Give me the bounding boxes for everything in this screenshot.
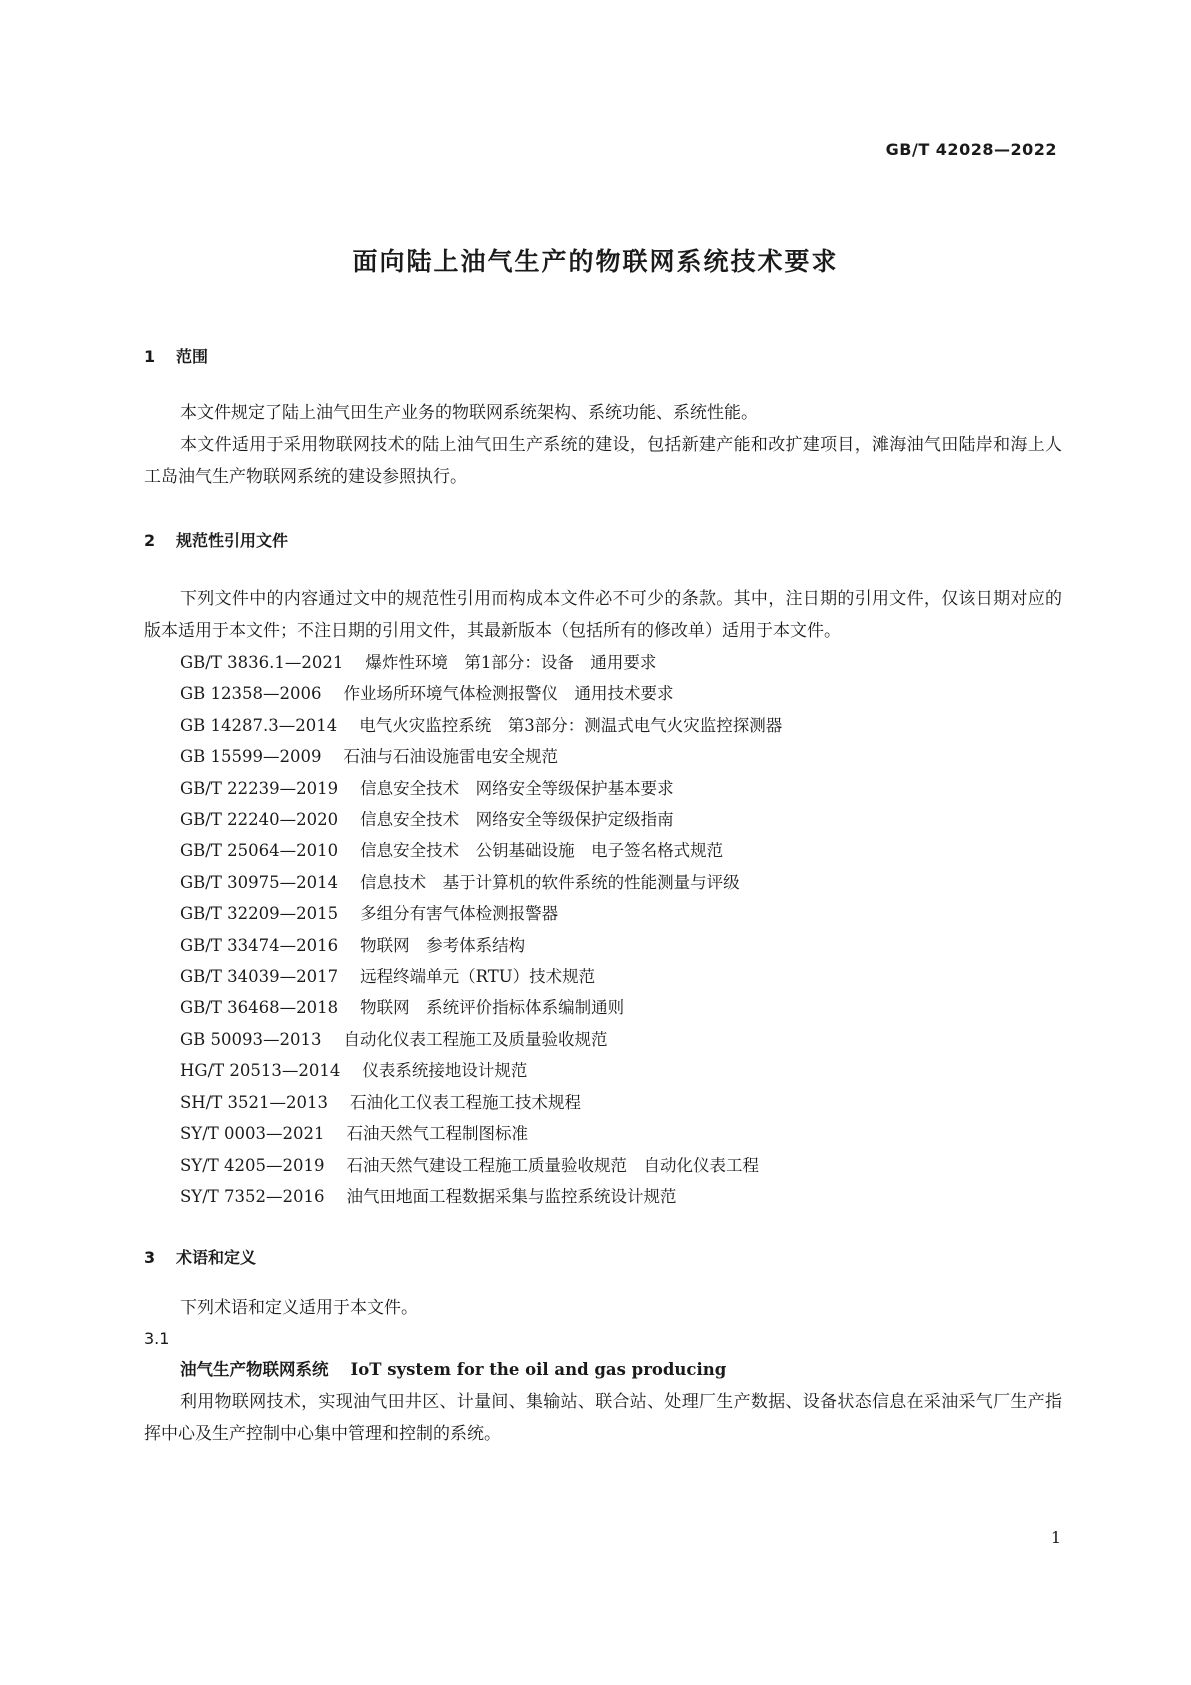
reference-item bbox=[144, 1181, 1062, 1212]
scope-paragraph-2: 本文件适用于采用物联网技术的陆上油气田生产系统的建设，包括新建产能和改扩建项目，滩海油气田陆岸和海上人工岛油气生产物联网系统的建设参照执行。 bbox=[144, 435, 1062, 487]
reference-item bbox=[144, 1150, 1062, 1181]
reference-title: 信息安全技术 网络安全等级保护基本要求 bbox=[360, 778, 674, 798]
reference-code: GB/T 34039—2017 bbox=[180, 967, 339, 987]
term-definition: 利用物联网技术，实现油气田井区、计量间、集输站、联合站、处理厂生产数据、设备状态信息在采油采气厂生产指挥中心及生产控制中心集中管理和控制的系统。 bbox=[144, 1392, 1062, 1445]
section-title: 范围 bbox=[176, 347, 209, 366]
standard-number: GB/T 42028—2022 bbox=[885, 140, 1057, 159]
reference-title: 信息技术 基于计算机的软件系统的性能测量与评级 bbox=[360, 872, 740, 892]
reference-code: GB 15599—2009 bbox=[180, 747, 322, 767]
reference-item bbox=[144, 992, 1062, 1023]
reference-item bbox=[144, 741, 1062, 772]
term-english: IoT system for the oil and gas producing bbox=[350, 1360, 727, 1380]
reference-item bbox=[144, 1055, 1062, 1086]
section-number: 2 bbox=[144, 531, 156, 550]
reference-code: GB/T 30975—2014 bbox=[180, 872, 339, 892]
clause-number: 3.1 bbox=[144, 1329, 170, 1349]
reference-title: 仪表系统接地设计规范 bbox=[362, 1061, 528, 1081]
reference-title: 物联网 参考体系结构 bbox=[360, 935, 526, 955]
reference-code: SY/T 0003—2021 bbox=[180, 1124, 325, 1144]
reference-title: 信息安全技术 网络安全等级保护定级指南 bbox=[360, 810, 674, 830]
reference-code: GB/T 22240—2020 bbox=[180, 810, 339, 830]
section-2-heading bbox=[144, 529, 1062, 553]
section-title: 规范性引用文件 bbox=[176, 531, 289, 550]
reference-item bbox=[144, 835, 1062, 866]
reference-item bbox=[144, 804, 1062, 835]
reference-title: 石油天然气工程制图标准 bbox=[346, 1124, 528, 1144]
page-number: 1 bbox=[1050, 1528, 1061, 1547]
reference-code: GB/T 33474—2016 bbox=[180, 935, 339, 955]
reference-title: 石油与石油设施雷电安全规范 bbox=[343, 747, 559, 767]
reference-title: 物联网 系统评价指标体系编制通则 bbox=[360, 998, 625, 1018]
reference-item bbox=[144, 1024, 1062, 1055]
reference-item bbox=[144, 647, 1062, 678]
reference-title: 电气火灾监控系统 第3部分：测温式电气火灾监控探测器 bbox=[359, 715, 783, 735]
section-number: 1 bbox=[144, 347, 156, 366]
reference-code: GB/T 3836.1—2021 bbox=[180, 653, 344, 672]
reference-title: 石油化工仪表工程施工技术规程 bbox=[349, 1092, 581, 1112]
document-body bbox=[144, 345, 1062, 1450]
reference-code: GB/T 22239—2019 bbox=[180, 778, 339, 798]
references-intro: 下列文件中的内容通过文中的规范性引用而构成本文件必不可少的条款。其中，注日期的引用文件，仅该日期对应的版本适用于本文件；不注日期的引用文件，其最新版本（包括所有的修改单）适用于本文件。 bbox=[144, 589, 1062, 641]
reference-title: 自动化仪表工程施工及质量验收规范 bbox=[343, 1029, 608, 1049]
section-1-heading bbox=[144, 345, 1062, 369]
reference-item bbox=[144, 678, 1062, 709]
reference-code: GB 14287.3—2014 bbox=[180, 715, 338, 735]
reference-title: 信息安全技术 公钥基础设施 电子签名格式规范 bbox=[360, 841, 724, 861]
reference-title: 石油天然气建设工程施工质量验收规范 自动化仪表工程 bbox=[346, 1155, 759, 1175]
reference-code: GB/T 36468—2018 bbox=[180, 998, 339, 1018]
reference-item bbox=[144, 1118, 1062, 1149]
reference-list bbox=[144, 647, 1062, 1212]
reference-title: 爆炸性环境 第1部分：设备 通用要求 bbox=[365, 653, 657, 672]
section-title: 术语和定义 bbox=[176, 1248, 257, 1268]
term-chinese: 油气生产物联网系统 bbox=[180, 1360, 329, 1380]
reference-title: 油气田地面工程数据采集与监控系统设计规范 bbox=[346, 1186, 677, 1206]
reference-code: SH/T 3521—2013 bbox=[180, 1092, 328, 1112]
reference-item bbox=[144, 1087, 1062, 1118]
reference-title: 远程终端单元（RTU）技术规范 bbox=[360, 967, 596, 987]
reference-code: SY/T 7352—2016 bbox=[180, 1186, 325, 1206]
reference-item bbox=[144, 710, 1062, 741]
reference-code: GB 50093—2013 bbox=[180, 1029, 322, 1049]
reference-item bbox=[144, 930, 1062, 961]
section-3-heading bbox=[144, 1246, 1062, 1270]
reference-item bbox=[144, 961, 1062, 992]
reference-code: GB/T 25064—2010 bbox=[180, 841, 339, 861]
reference-title: 多组分有害气体检测报警器 bbox=[360, 904, 559, 924]
reference-code: SY/T 4205—2019 bbox=[180, 1155, 325, 1175]
term-entry bbox=[144, 1354, 1062, 1386]
reference-item bbox=[144, 867, 1062, 898]
reference-title: 作业场所环境气体检测报警仪 通用技术要求 bbox=[343, 684, 674, 704]
scope-paragraph-1: 本文件规定了陆上油气田生产业务的物联网系统架构、系统功能、系统性能。 bbox=[180, 403, 758, 423]
reference-code: GB/T 32209—2015 bbox=[180, 904, 339, 924]
terms-intro: 下列术语和定义适用于本文件。 bbox=[180, 1298, 418, 1319]
reference-item bbox=[144, 898, 1062, 929]
reference-item bbox=[144, 773, 1062, 804]
document-title: 面向陆上油气生产的物联网系统技术要求 bbox=[352, 247, 839, 276]
section-number: 3 bbox=[144, 1248, 156, 1268]
reference-code: HG/T 20513—2014 bbox=[180, 1061, 341, 1081]
reference-code: GB 12358—2006 bbox=[180, 684, 322, 704]
